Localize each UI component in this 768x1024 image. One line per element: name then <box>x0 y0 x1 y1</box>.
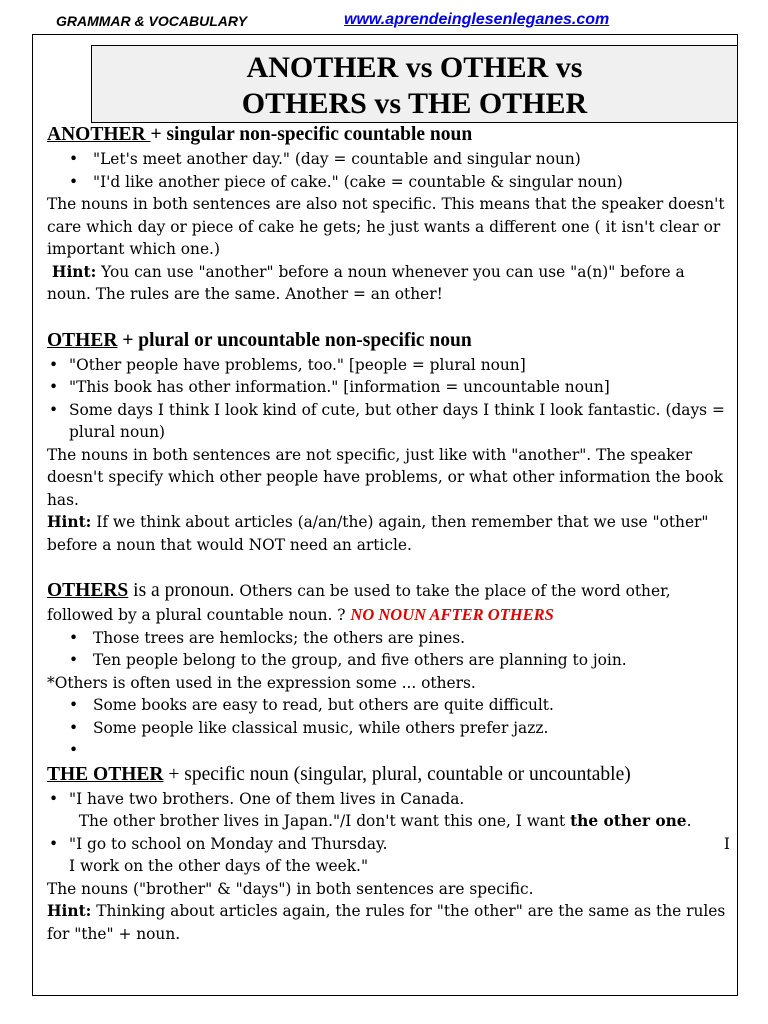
bullet-icon: • <box>49 400 59 419</box>
list-item-text: Some books are easy to read, but others are quite difficult. <box>93 696 554 714</box>
bullet-icon: • <box>49 789 59 808</box>
list-item <box>47 649 732 672</box>
others-intro-text: Others can be used to take the place of the word other, followed by a plural countable noun. ? <box>47 582 671 624</box>
list-item-text: "I go to school on Monday and Thursday. <box>69 834 388 853</box>
paragraph: The nouns ("brother" & "days") in both sentences are specific. <box>47 879 534 898</box>
bullet-icon: • <box>69 628 79 647</box>
hint-text: Thinking about articles again, the rules for "the other" are the same as the rules for "the" + noun. <box>47 902 726 943</box>
heading-term: ANOTHER <box>47 124 151 145</box>
list-item <box>47 833 732 878</box>
bullet-icon: • <box>69 741 79 759</box>
warning-text: NO NOUN AFTER OTHERS <box>350 605 554 624</box>
bullet-icon: • <box>69 150 79 168</box>
title-line-1: ANOTHER vs OTHER vs <box>246 51 583 84</box>
title-line-2: OTHERS vs THE OTHER <box>241 87 588 120</box>
list-item <box>47 171 732 194</box>
list-item-text: "I'd like another piece of cake." (cake = countable & singular noun) <box>93 172 623 191</box>
list-item-text: I <box>723 834 730 853</box>
hint <box>47 900 732 945</box>
bullet-icon: • <box>69 718 79 737</box>
list-item <box>47 694 732 717</box>
spacer <box>47 306 732 328</box>
list-item-text: . <box>686 812 692 830</box>
list-item-text <box>93 741 98 759</box>
content <box>47 122 732 945</box>
heading-rest: is a pronoun. <box>128 580 235 601</box>
heading-term: OTHER <box>47 329 118 351</box>
list-item-text: Some days I think I look kind of cute, but other days I think I look fantastic. (days = plural noun) <box>69 400 725 441</box>
heading-rest: + singular non-specific countable noun <box>150 124 473 145</box>
hint-label: Hint: <box>51 262 97 281</box>
list-item-text: The other brother lives in Japan."/I don't want this one, I want <box>78 812 571 830</box>
paragraph: The nouns in both sentences are not specific, just like with "another". The speaker doesn't specify which other people have problems, or what other information the book has. <box>47 445 724 509</box>
heading-rest: + specific noun (singular, plural, countable or uncountable) <box>163 763 631 785</box>
list-item <box>47 376 732 399</box>
hint <box>47 511 732 556</box>
bullet-icon: • <box>69 651 79 669</box>
hint-label: Hint: <box>47 902 92 920</box>
title-box <box>91 45 738 123</box>
list-item-text: "Other people have problems, too." [people = plural noun] <box>69 355 526 374</box>
note: *Others is often used in the expression some ... others. <box>47 673 476 692</box>
heading-rest: + plural or uncountable non-specific noun <box>117 329 472 351</box>
hint-label: Hint: <box>47 513 92 531</box>
list-item-text: "I have two brothers. One of them lives in Canada. <box>69 789 465 808</box>
list-item <box>47 627 732 650</box>
hint-text: If we think about articles (a/an/the) again, then remember that we use "other" before a noun that would NOT need an article. <box>47 513 709 554</box>
list-item <box>47 717 732 740</box>
others-intro <box>47 578 732 627</box>
heading-term: OTHERS <box>47 580 129 601</box>
list-item-text: Some people like classical music, while others prefer jazz. <box>93 718 549 737</box>
hint-text: You can use "another" before a noun whenever you can use "a(n)" before a noun. The rules are the same. Another = an other! <box>47 262 685 303</box>
header-website-link[interactable]: www.aprendeinglesenleganes.com <box>344 11 610 28</box>
section-heading-the-other <box>47 762 732 788</box>
paragraph: The nouns in both sentences are also not specific. This means that the speaker doesn't care which day or piece of cake he gets; he just wants a different one ( it isn't clear or important which one.) <box>47 195 725 258</box>
list-item-text: Those trees are hemlocks; the others are pines. <box>93 628 465 647</box>
list-item-text: I work on the other days of the week." <box>69 857 369 875</box>
list-item <box>47 354 732 377</box>
heading-term: THE OTHER <box>47 763 164 785</box>
bullet-icon: • <box>49 355 59 374</box>
bullet-icon: • <box>49 378 59 396</box>
header-subject: GRAMMAR & VOCABULARY <box>56 13 248 29</box>
bullet-icon: • <box>69 696 79 714</box>
hint <box>47 261 732 306</box>
list-item-text: "Let's meet another day." (day = countable and singular noun) <box>93 150 581 168</box>
list-item <box>47 739 732 762</box>
list-item <box>47 788 732 833</box>
list-item-text: "This book has other information." [information = uncountable noun] <box>69 378 610 396</box>
bullet-icon: • <box>69 172 79 191</box>
emphasis-text: the other one <box>570 812 687 830</box>
list-item-text: Ten people belong to the group, and five others are planning to join. <box>93 651 627 669</box>
section-heading-other <box>47 328 732 354</box>
spacer <box>47 556 732 578</box>
section-heading-another <box>47 122 732 148</box>
bullet-icon: • <box>49 834 59 853</box>
list-item <box>47 399 732 444</box>
list-item <box>47 148 732 171</box>
